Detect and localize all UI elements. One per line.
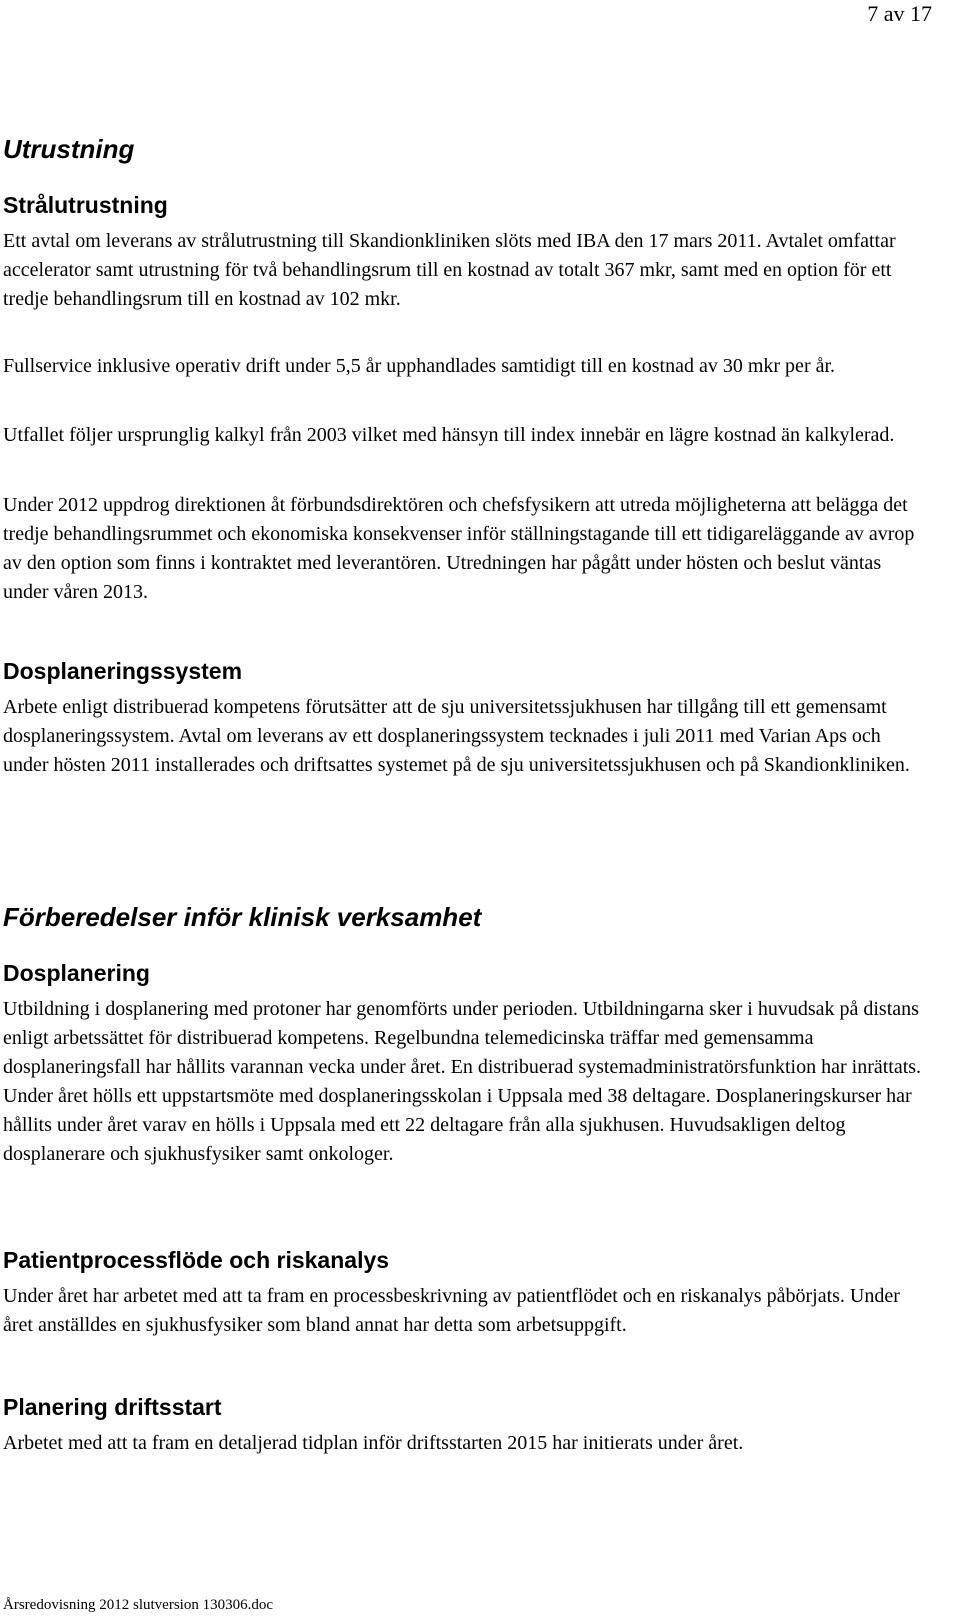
section-title-utrustning: Utrustning [3, 134, 135, 164]
heading-stralutrustning: Strålutrustning [3, 192, 168, 218]
paragraph-stralutrustning-4: Under 2012 uppdrog direktionen åt förbundsdirektören och chefsfysikern att utreda möjligheterna att belägga det tredje behandlingsrummet och ekonomiska konsekvenser inför ställningstagande till ett tidigareläggande av avrop av den option som finns i kontraktet med leverantören. Utredningen har pågått under hösten och beslut väntas under våren 2013. [3, 494, 915, 603]
paragraph-stralutrustning-2: Fullservice inklusive operativ drift under 5,5 år upphandlades samtidigt till en kostnad av 30 mkr per år. [3, 355, 836, 377]
paragraph-dosplaneringssystem-1: Arbete enligt distribuerad kompetens förutsätter att de sju universitetssjukhusen har tillgång till ett gemensamt dosplaneringssystem. Avtal om leverans av ett dosplaneringssystem tecknades i juli 2011 med Varian Aps och under hösten 2011 installerades och driftsattes systemet på de sju universitetssjukhusen och på Skandionkliniken. [3, 696, 910, 776]
heading-patientprocess: Patientprocessflöde och riskanalys [3, 1247, 390, 1273]
paragraph-dosplanering-1: Utbildning i dosplanering med protoner har genomförts under perioden. Utbildningarna sker i huvudsak på distans enligt arbetssättet för distribuerad kompetens. Regelbundna telemedicinska träffar med gemensamma dosplaneringsfall har hållits varannan vecka under året. En distribuerad systemadministratörsfunktion har inrättats. Under året hölls ett uppstartsmöte med dosplaneringsskolan i Uppsala med 38 deltagare. Dosplaneringskurser har hållits under året varav en hölls i Uppsala med ett 22 deltagare från alla sjukhusen. Huvudsakligen deltog dosplanerare och sjukhusfysiker samt onkologer. [3, 998, 922, 1165]
heading-planering: Planering driftsstart [3, 1394, 222, 1420]
paragraph-planering-1: Arbetet med att ta fram en detaljerad tidplan inför driftsstarten 2015 har initierats under året. [3, 1432, 744, 1454]
page-number: 7 av 17 [867, 1, 932, 26]
section-title-forberedelser: Förberedelser inför klinisk verksamhet [3, 902, 482, 932]
heading-dosplanering: Dosplanering [3, 960, 150, 986]
paragraph-patientprocess-1: Under året har arbetet med att ta fram en processbeskrivning av patientflödet och en riskanalys påbörjats. Under året anställdes en sjukhusfysiker som bland annat har detta som arbetsuppgift. [3, 1285, 900, 1336]
footer-filename: Årsredovisning 2012 slutversion 130306.doc [3, 1597, 273, 1613]
paragraph-stralutrustning-1: Ett avtal om leverans av strålutrustning till Skandionkliniken slöts med IBA den 17 mars 2011. Avtalet omfattar accelerator samt utrustning för två behandlingsrum till en kostnad av totalt 367 mkr, samt med en option för ett tredje behandlingsrum till en kostnad av 102 mkr. [3, 230, 896, 310]
paragraph-stralutrustning-3: Utfallet följer ursprunglig kalkyl från 2003 vilket med hänsyn till index innebär en lägre kostnad än kalkylerad. [3, 424, 895, 446]
heading-dosplaneringssystem: Dosplaneringssystem [3, 658, 243, 684]
